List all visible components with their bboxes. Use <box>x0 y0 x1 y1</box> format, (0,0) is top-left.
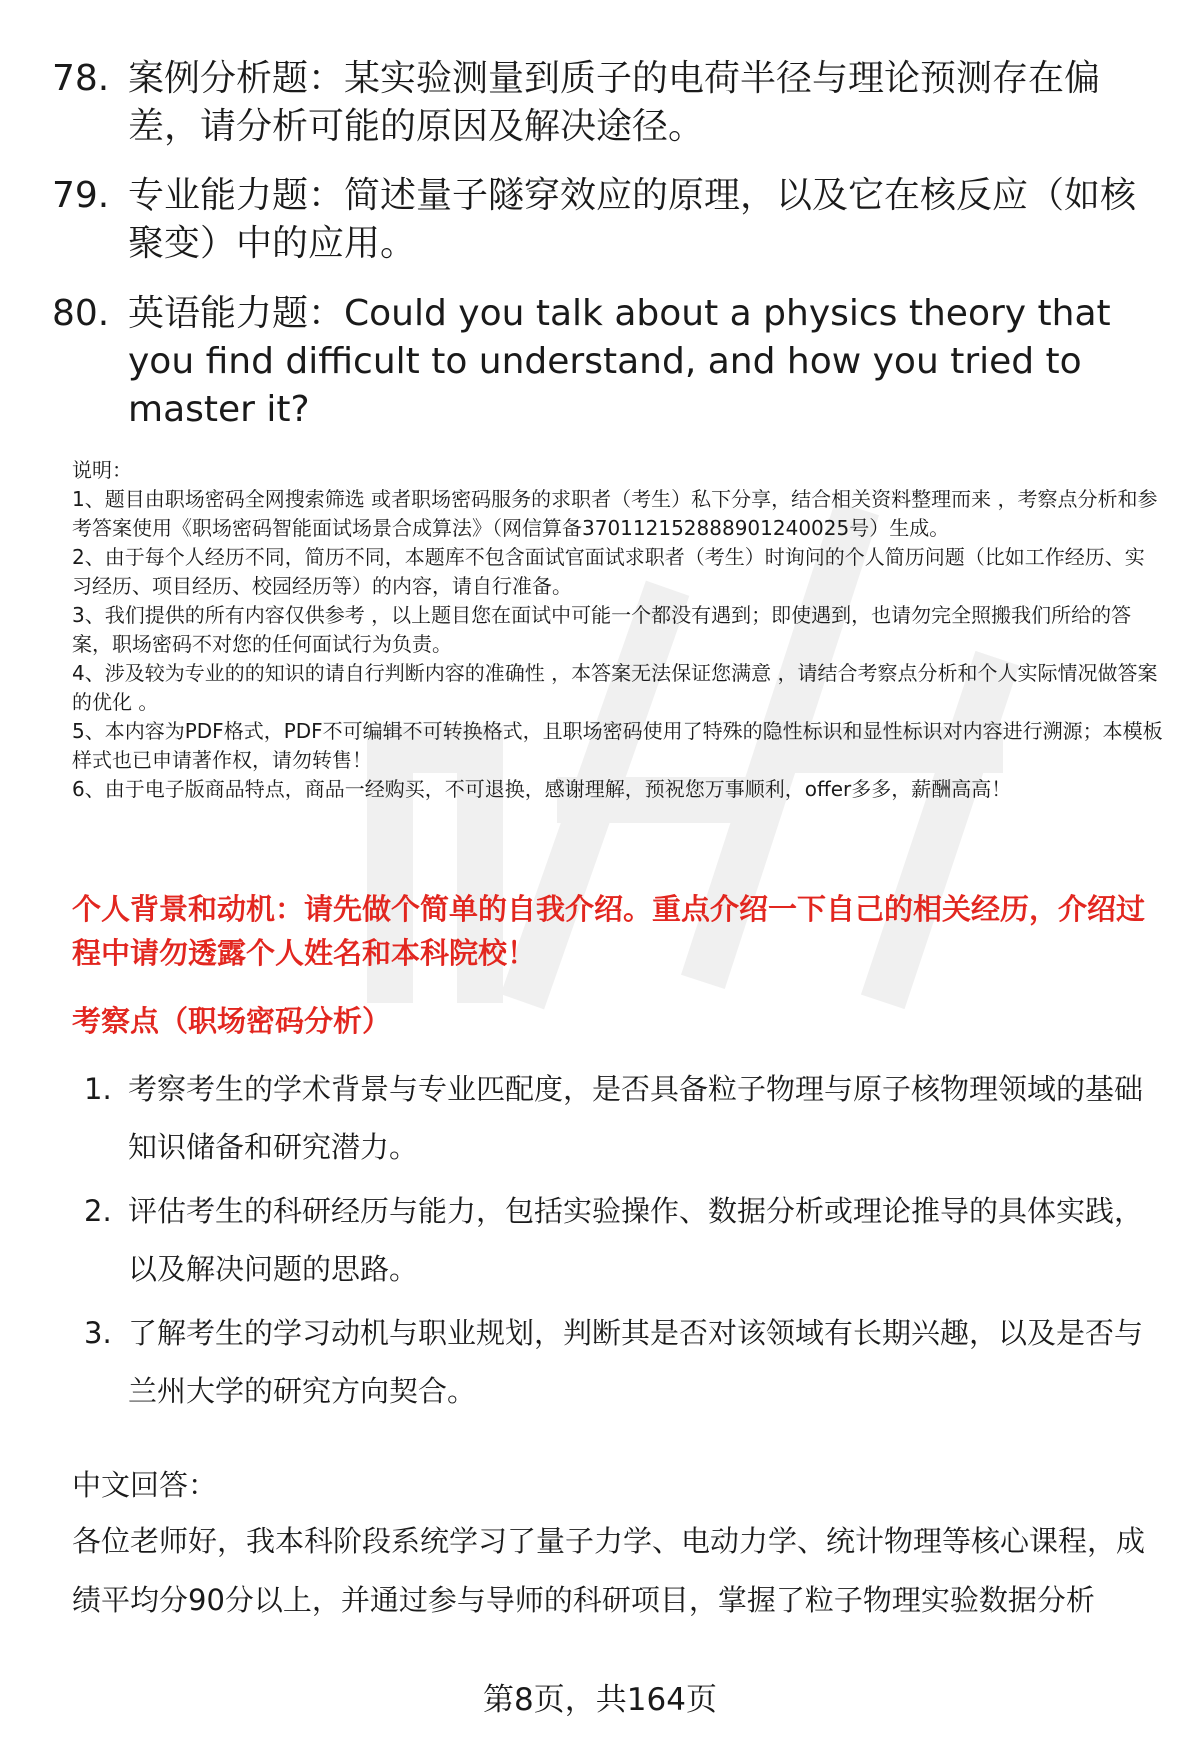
point-text: 了解考生的学习动机与职业规划，判断其是否对该领域有长期兴趣，以及是否与兰州大学的研究方向契合。 <box>128 1316 1144 1408</box>
disclaimer-notes <box>72 456 1164 804</box>
note-item: 2、由于每个人经历不同，简历不同，本题库不包含面试官面试求职者（考生）时询问的个人简历问题（比如工作经历、实习经历、项目经历、校园经历等）的内容，请自行准备。 <box>72 545 1145 598</box>
background-question-heading: 个人背景和动机：请先做个简单的自我介绍。重点介绍一下自己的相关经历，介绍过程中请勿透露个人姓名和本科院校！ <box>72 892 1146 970</box>
assessment-heading: 考察点（职场密码分析） <box>72 1004 392 1038</box>
question-number: 78. <box>52 58 110 99</box>
answer-text: 各位老师好，我本科阶段系统学习了量子力学、电动力学、统计物理等核心课程，成绩平均分90分以上，并通过参与导师的科研项目，掌握了粒子物理实验数据分析 <box>72 1524 1146 1617</box>
question-text: 案例分析题：某实验测量到质子的电荷半径与理论预测存在偏差，请分析可能的原因及解决途径。 <box>128 58 1101 147</box>
question-text: 英语能力题：Could you talk about a physics theory that you find difficult to understand, and how you tried to master it? <box>128 293 1111 430</box>
point-number: 1. <box>84 1072 112 1106</box>
point-text: 考察考生的学术背景与专业匹配度，是否具备粒子物理与原子核物理领域的基础知识储备和研究潜力。 <box>128 1072 1144 1164</box>
question-text: 专业能力题：简述量子隧穿效应的原理，以及它在核反应（如核聚变）中的应用。 <box>128 175 1137 264</box>
note-item: 6、由于电子版商品特点，商品一经购买，不可退换，感谢理解，预祝您万事顺利，offer多多，薪酬高高！ <box>72 777 1012 801</box>
page-footer: 第8页，共164页 <box>483 1682 717 1718</box>
point-text: 评估考生的科研经历与能力，包括实验操作、数据分析或理论推导的具体实践，以及解决问题的思路。 <box>128 1194 1144 1286</box>
note-item: 1、题目由职场密码全网搜索筛选 或者职场密码服务的求职者（考生）私下分享，结合相关资料整理而来 ，考察点分析和参考答案使用《职场密码智能面试场景合成算法》（网信算备370112152888901240025号）生成。 <box>72 487 1158 540</box>
question-number: 79. <box>52 175 110 216</box>
answer-label: 中文回答： <box>72 1468 218 1502</box>
point-number: 2. <box>84 1194 112 1228</box>
note-item: 4、涉及较为专业的的知识的请自行判断内容的准确性 ，本答案无法保证您满意 ，请结合考察点分析和个人实际情况做答案的优化 。 <box>72 661 1158 714</box>
question-number: 80. <box>52 293 110 334</box>
notes-title: 说明： <box>72 458 132 482</box>
note-item: 5、本内容为PDF格式，PDF不可编辑不可转换格式，且职场密码使用了特殊的隐性标识和显性标识对内容进行溯源；本模板样式也已申请著作权，请勿转售！ <box>72 719 1163 772</box>
note-item: 3、我们提供的所有内容仅供参考 ，以上题目您在面试中可能一个都没有遇到；即使遇到，也请勿完全照搬我们所给的答案，职场密码不对您的任何面试行为负责。 <box>72 603 1132 656</box>
point-number: 3. <box>84 1316 112 1350</box>
